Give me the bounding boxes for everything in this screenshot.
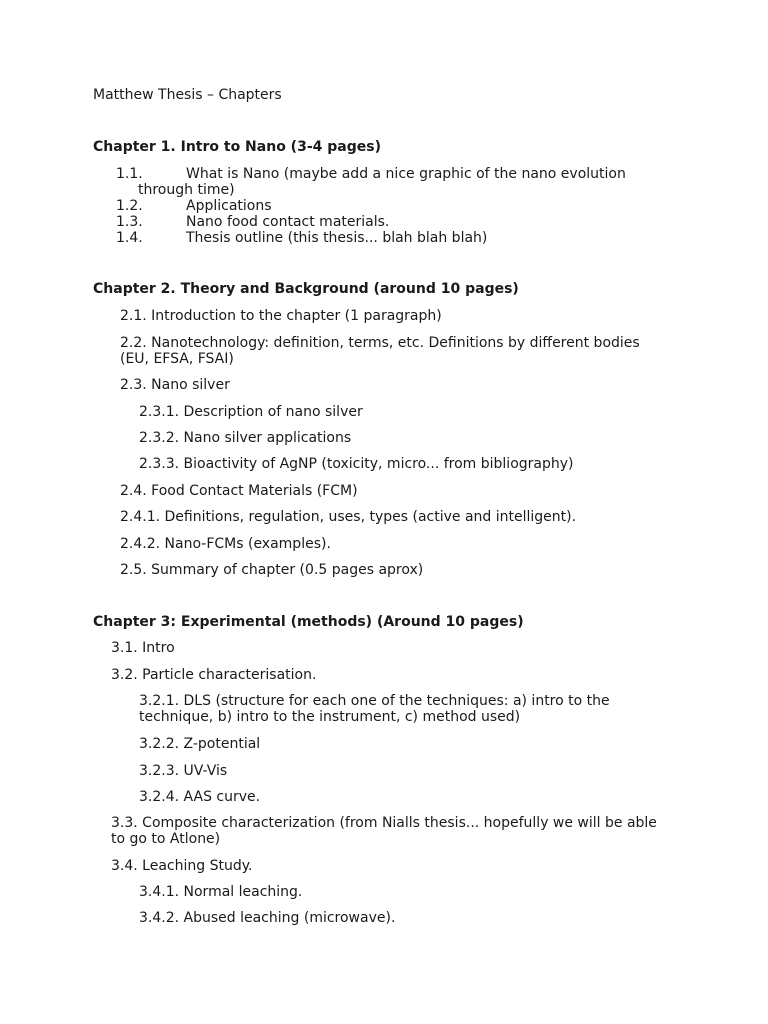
ch2-item-2-2-continuation: (EU, EFSA, FSAI)	[120, 351, 234, 367]
ch1-item-2-text: Applications	[186, 198, 272, 214]
ch1-item-1-text: What is Nano (maybe add a nice graphic of the nano evolution	[186, 166, 626, 182]
ch2-item-2-3-2: 2.3.2. Nano silver applications	[139, 430, 352, 446]
ch1-item-1-number: 1.1.	[116, 166, 143, 182]
ch3-item-3-2: 3.2. Particle characterisation.	[111, 667, 317, 683]
ch2-item-2-3-3: 2.3.3. Bioactivity of AgNP (toxicity, micro... from bibliography)	[139, 456, 574, 472]
ch1-item-4-number: 1.4.	[116, 230, 143, 246]
ch3-item-3-3: 3.3. Composite characterization (from Nialls thesis... hopefully we will be able	[111, 815, 657, 831]
ch1-item-1-continuation: through time)	[138, 182, 235, 198]
ch2-item-2-3-1: 2.3.1. Description of nano silver	[139, 404, 363, 420]
ch3-item-3-2-2: 3.2.2. Z-potential	[139, 736, 261, 752]
ch2-item-2-2: 2.2. Nanotechnology: definition, terms, etc. Definitions by different bodies	[120, 335, 640, 351]
ch3-item-3-2-4: 3.2.4. AAS curve.	[139, 789, 261, 805]
ch3-item-3-2-3: 3.2.3. UV-Vis	[139, 763, 228, 779]
ch2-item-2-4: 2.4. Food Contact Materials (FCM)	[120, 483, 358, 499]
chapter-1-heading: Chapter 1. Intro to Nano (3-4 pages)	[93, 139, 381, 155]
ch3-item-3-3-continuation: to go to Atlone)	[111, 831, 221, 847]
ch2-item-2-1: 2.1. Introduction to the chapter (1 paragraph)	[120, 308, 442, 324]
ch1-item-3-number: 1.3.	[116, 214, 143, 230]
ch3-item-3-4: 3.4. Leaching Study.	[111, 858, 253, 874]
chapter-2-heading: Chapter 2. Theory and Background (around 10 pages)	[93, 281, 519, 297]
ch1-item-2-number: 1.2.	[116, 198, 143, 214]
ch3-item-3-1: 3.1. Intro	[111, 640, 175, 656]
ch2-item-2-4-2: 2.4.2. Nano-FCMs (examples).	[120, 536, 331, 552]
ch3-item-3-2-1: 3.2.1. DLS (structure for each one of the techniques: a) intro to the	[139, 693, 610, 709]
ch3-item-3-2-1-continuation: technique, b) intro to the instrument, c) method used)	[139, 709, 521, 725]
ch2-item-2-5: 2.5. Summary of chapter (0.5 pages aprox)	[120, 562, 424, 578]
ch3-item-3-4-2: 3.4.2. Abused leaching (microwave).	[139, 910, 396, 926]
chapter-3-heading: Chapter 3: Experimental (methods) (Around 10 pages)	[93, 614, 524, 630]
ch2-item-2-4-1: 2.4.1. Definitions, regulation, uses, types (active and intelligent).	[120, 509, 577, 525]
ch1-item-4-text: Thesis outline (this thesis... blah blah blah)	[186, 230, 488, 246]
ch1-item-3-text: Nano food contact materials.	[186, 214, 390, 230]
ch2-item-2-3: 2.3. Nano silver	[120, 377, 230, 393]
document-title: Matthew Thesis – Chapters	[93, 87, 282, 103]
ch3-item-3-4-1: 3.4.1. Normal leaching.	[139, 884, 303, 900]
